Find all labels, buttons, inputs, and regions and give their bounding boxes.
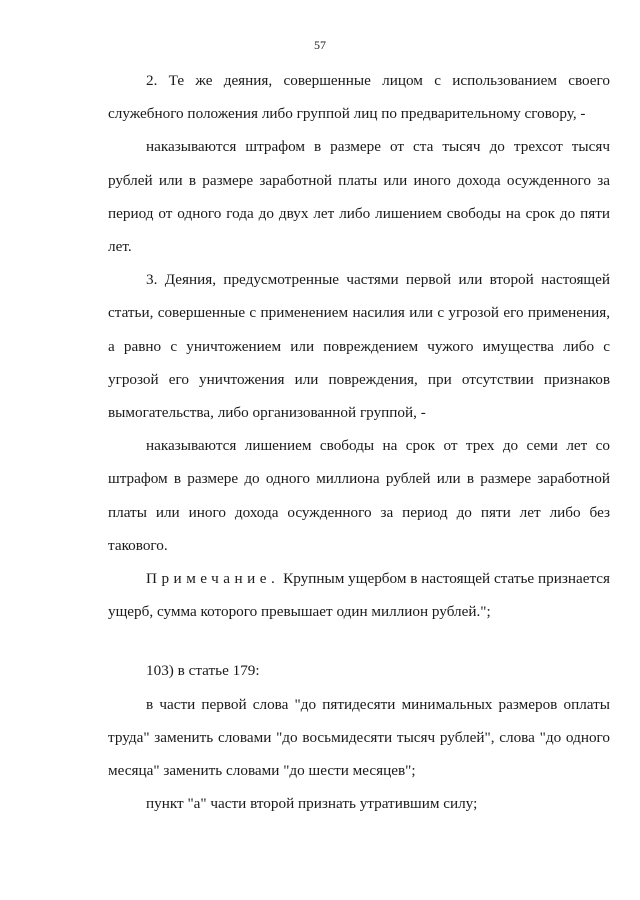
amendment-heading: 103) в статье 179: [146,662,260,680]
paragraph-penalty-part-2: наказываются штрафом в размере от ста тысяч до трехсот тысяч рублей или в размере заработной платы или иного дохода осужденного за период от одного года до двух лет либо лишением свободы на срок до пяти лет. [108,138,610,256]
page-number: 57 [314,38,326,52]
note-paragraph [108,562,610,628]
note-text: Крупным ущербом в настоящей статье признается ущерб, сумма которого превышает один миллион рублей."; [108,570,610,621]
paragraph-part-2: 2. Те же деяния, совершенные лицом с использованием своего служебного положения либо группой лиц по предварительному сговору, - [108,72,610,123]
paragraph-penalty-part-3: наказываются лишением свободы на срок от трех до семи лет со штрафом в размере до одного миллиона рублей или в размере заработной платы или иного дохода осужденного за период до пяти лет либо без такового. [108,437,610,554]
document-body [108,64,610,820]
note-label: Примечание. [146,570,280,588]
paragraph-part-3: 3. Деяния, предусмотренные частями первой или второй настоящей статьи, совершенные с применением насилия или с угрозой его применения, а равно с уничтожением или повреждением чужого имущества либо с угрозой его уничтожения или повреждения, при отсутствии признаков вымогательства, либо организованной группой, - [108,271,610,422]
amendment-item: в части первой слова "до пятидесяти минимальных размеров оплаты труда" заменить словами "до восьмидесяти тысяч рублей", слова "до одного месяца" заменить словами "до шести месяцев"; [108,695,610,780]
amendment-item: пункт "а" части второй признать утратившим силу; [146,795,478,813]
